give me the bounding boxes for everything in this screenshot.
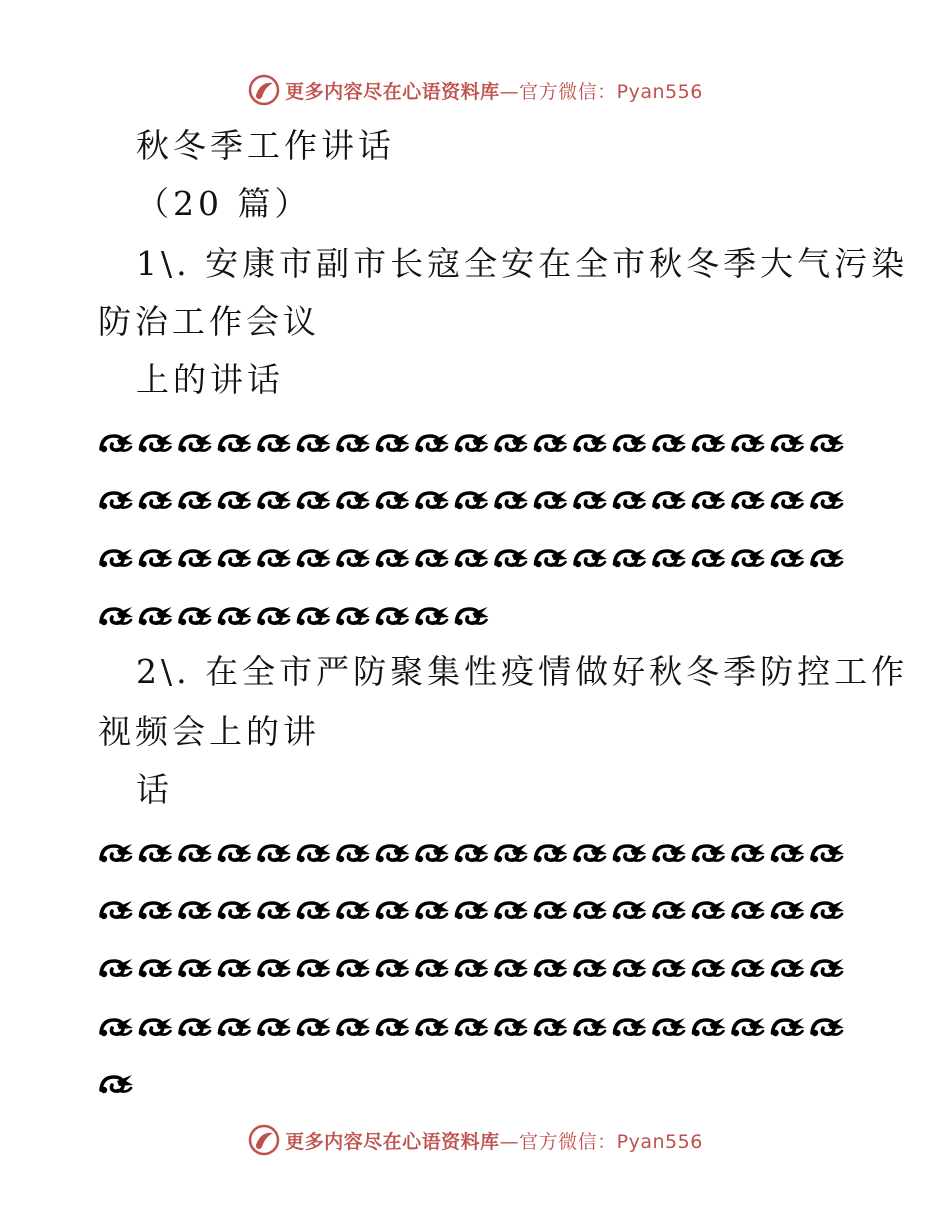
ornament-glyph-icon [614,1018,646,1036]
ornament-glyph-icon [140,491,172,509]
ornament-glyph-icon [496,844,528,862]
ornament-glyph-icon [338,1018,370,1036]
ornament-glyph-icon [654,844,686,862]
ornament-row [98,427,849,457]
banner-text: 更多内容尽在心语资料库 [285,1130,500,1153]
ornament-glyph-icon [417,1018,449,1036]
ornament-glyph-icon [693,549,725,567]
ornament-glyph-icon [259,549,291,567]
ornament-glyph-icon [417,959,449,977]
ornament-glyph-icon [298,607,330,625]
ornament-glyph-icon [456,959,488,977]
item-2-heading: 2\. 在全市严防聚集性疫情做好秋冬季防控工作 [136,652,909,691]
ornament-row-graphic [98,837,849,867]
ornament-glyph-icon [101,1018,133,1036]
ornament-glyph-icon [417,901,449,919]
ornament-glyph-icon [496,549,528,567]
ornament-glyph-icon [377,607,409,625]
ornament-glyph-icon [772,901,804,919]
ornament-row [98,837,849,867]
ornament-glyph-icon [180,549,212,567]
ornament-glyph-icon [654,1018,686,1036]
item-1-heading-end: 上的讲话 [136,360,284,399]
ornament-glyph-icon [772,844,804,862]
ornament-glyph-icon [338,434,370,452]
ornament-glyph-icon [693,959,725,977]
ornament-glyph-icon [298,549,330,567]
ornament-row-graphic [98,542,849,572]
ornament-glyph-icon [772,1018,804,1036]
ornament-glyph-icon [693,1018,725,1036]
ornament-glyph-icon [772,959,804,977]
ornament-row-graphic [98,427,849,457]
ornament-glyph-icon [377,1018,409,1036]
ornament-glyph-icon [812,959,844,977]
ornament-glyph-icon [535,844,567,862]
ornament-glyph-icon [298,491,330,509]
ornament-glyph-icon [456,549,488,567]
ornament-row-graphic [98,952,849,982]
ornament-glyph-icon [180,901,212,919]
ornament-row [98,542,849,572]
ornament-glyph-icon [812,844,844,862]
ornament-glyph-icon [101,844,133,862]
ornament-row [98,484,849,514]
item-2-heading-end: 话 [136,770,173,809]
ornament-glyph-icon [259,434,291,452]
ornament-glyph-icon [101,549,133,567]
ornament-glyph-icon [654,959,686,977]
ornament-glyph-icon [733,549,765,567]
ornament-glyph-icon [377,901,409,919]
ornament-glyph-icon [140,844,172,862]
document-title: 秋冬季工作讲话 [136,126,395,165]
ornament-row [98,600,493,630]
ornament-glyph-icon [377,434,409,452]
ornament-glyph-icon [456,434,488,452]
header-banner [0,70,950,110]
item-2-heading-cont: 视频会上的讲 [98,712,320,751]
ornament-glyph-icon [101,434,133,452]
ornament-glyph-icon [338,607,370,625]
ornament-row-graphic [98,484,849,514]
ornament-glyph-icon [219,607,251,625]
ornament-glyph-icon [693,491,725,509]
ornament-glyph-icon [772,549,804,567]
ornament-glyph-icon [496,901,528,919]
footer-banner [0,1120,950,1160]
ornament-glyph-icon [693,901,725,919]
ornament-glyph-icon [140,959,172,977]
ornament-glyph-icon [812,901,844,919]
ornament-glyph-icon [338,491,370,509]
ornament-glyph-icon [535,901,567,919]
ornament-glyph-icon [298,901,330,919]
ornament-glyph-icon [456,844,488,862]
ornament-glyph-icon [259,959,291,977]
ornament-glyph-icon [180,959,212,977]
ornament-glyph-icon [298,844,330,862]
ornament-glyph-icon [496,959,528,977]
ornament-glyph-icon [496,491,528,509]
brand-logo-icon [247,1123,281,1157]
ornament-glyph-icon [219,901,251,919]
ornament-glyph-icon [101,607,133,625]
ornament-glyph-icon [259,901,291,919]
ornament-glyph-icon [614,491,646,509]
ornament-glyph-icon [259,1018,291,1036]
document-count: （20 篇） [136,184,312,223]
ornament-glyph-icon [456,901,488,919]
ornament-glyph-icon [496,1018,528,1036]
ornament-row-graphic [98,894,849,924]
ornament-glyph-icon [180,1018,212,1036]
ornament-glyph-icon [140,434,172,452]
ornament-glyph-icon [575,901,607,919]
ornament-glyph-icon [417,434,449,452]
ornament-glyph-icon [733,901,765,919]
ornament-glyph-icon [733,959,765,977]
banner-wechat: —官方微信：Pyan556 [499,80,703,103]
banner-text: 更多内容尽在心语资料库 [285,80,500,103]
ornament-glyph-icon [377,491,409,509]
ornament-glyph-icon [219,1018,251,1036]
ornament-glyph-icon [417,491,449,509]
ornament-glyph-icon [614,549,646,567]
ornament-glyph-icon [298,434,330,452]
ornament-glyph-icon [219,434,251,452]
ornament-glyph-icon [654,434,686,452]
ornament-glyph-icon [298,1018,330,1036]
ornament-glyph-icon [377,959,409,977]
ornament-glyph-icon [417,549,449,567]
ornament-glyph-icon [772,491,804,509]
ornament-glyph-icon [377,844,409,862]
ornament-glyph-icon [219,959,251,977]
ornament-glyph-icon [535,434,567,452]
ornament-row-graphic [98,1011,849,1041]
ornament-glyph-icon [812,491,844,509]
ornament-row [98,1068,138,1098]
ornament-row-graphic [98,1068,138,1098]
ornament-glyph-icon [693,434,725,452]
ornament-row [98,952,849,982]
item-1-heading-cont: 防治工作会议 [98,302,320,341]
ornament-row [98,1011,849,1041]
ornament-glyph-icon [338,959,370,977]
ornament-glyph-icon [654,491,686,509]
ornament-glyph-icon [338,901,370,919]
ornament-glyph-icon [535,491,567,509]
ornament-glyph-icon [101,901,133,919]
ornament-glyph-icon [693,844,725,862]
ornament-glyph-icon [417,844,449,862]
ornament-glyph-icon [180,844,212,862]
ornament-glyph-icon [733,434,765,452]
ornament-glyph-icon [575,491,607,509]
ornament-glyph-icon [575,549,607,567]
ornament-glyph-icon [101,959,133,977]
item-1-heading: 1\. 安康市副市长寇全安在全市秋冬季大气污染 [136,244,909,283]
ornament-glyph-icon [140,607,172,625]
ornament-glyph-icon [812,434,844,452]
ornament-glyph-icon [298,959,330,977]
ornament-glyph-icon [377,549,409,567]
ornament-glyph-icon [417,607,449,625]
banner-wechat: —官方微信：Pyan556 [499,1130,703,1153]
ornament-glyph-icon [338,844,370,862]
ornament-glyph-icon [338,549,370,567]
ornament-glyph-icon [259,607,291,625]
ornament-row [98,894,849,924]
ornament-glyph-icon [219,844,251,862]
ornament-glyph-icon [812,1018,844,1036]
ornament-glyph-icon [180,491,212,509]
ornament-glyph-icon [496,434,528,452]
ornament-glyph-icon [733,1018,765,1036]
ornament-glyph-icon [219,549,251,567]
ornament-glyph-icon [654,549,686,567]
ornament-glyph-icon [456,491,488,509]
ornament-row-graphic [98,600,493,630]
ornament-glyph-icon [614,959,646,977]
ornament-glyph-icon [259,844,291,862]
ornament-glyph-icon [259,491,291,509]
ornament-glyph-icon [140,549,172,567]
ornament-glyph-icon [535,1018,567,1036]
ornament-glyph-icon [654,901,686,919]
ornament-glyph-icon [101,491,133,509]
ornament-glyph-icon [575,844,607,862]
ornament-glyph-icon [219,491,251,509]
brand-logo-icon [247,73,281,107]
ornament-glyph-icon [456,607,488,625]
ornament-glyph-icon [180,434,212,452]
ornament-glyph-icon [456,1018,488,1036]
ornament-glyph-icon [575,959,607,977]
ornament-glyph-icon [575,434,607,452]
ornament-glyph-icon [772,434,804,452]
ornament-glyph-icon [733,844,765,862]
ornament-glyph-icon [101,1075,133,1093]
ornament-glyph-icon [140,901,172,919]
ornament-glyph-icon [733,491,765,509]
ornament-glyph-icon [575,1018,607,1036]
ornament-glyph-icon [812,549,844,567]
ornament-glyph-icon [535,549,567,567]
ornament-glyph-icon [180,607,212,625]
ornament-glyph-icon [614,434,646,452]
ornament-glyph-icon [140,1018,172,1036]
ornament-glyph-icon [614,844,646,862]
ornament-glyph-icon [614,901,646,919]
ornament-glyph-icon [535,959,567,977]
